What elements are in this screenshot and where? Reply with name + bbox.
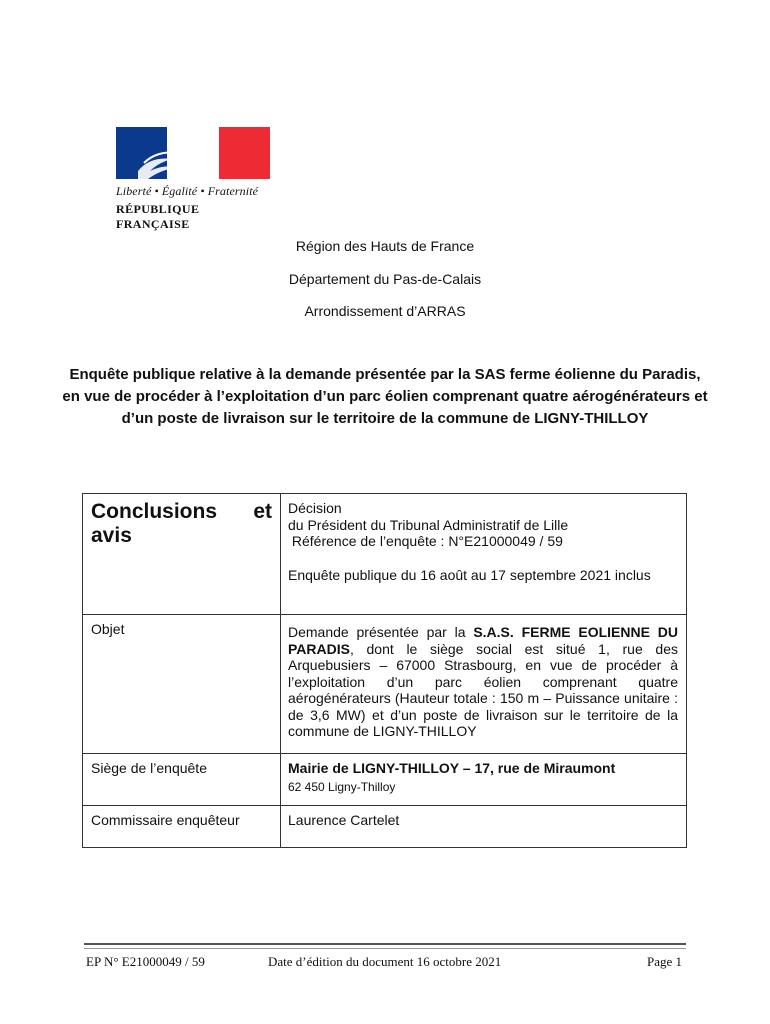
region-line: Région des Hauts de France (295, 238, 475, 254)
info-table (82, 493, 687, 848)
table-row (83, 494, 687, 615)
mairie-city: 62 450 Ligny-Thilloy (288, 779, 396, 794)
document-title: Enquête publique relative à la demande présentée par la SAS ferme éolienne du Paradis, en vue de procéder à l’exploitation d’un parc éolien comprenant quatre aérogénérateurs et d’un poste de livraison sur le territoire de la commune de LIGNY-THILLOY (62, 366, 708, 427)
conclusions-label-cell (83, 494, 281, 615)
objet-text-before: Demande présentée par la (288, 624, 474, 640)
footer-page-number: Page 1 (646, 954, 682, 969)
republique-francaise-logo (116, 127, 274, 232)
objet-text-after: , dont le siège social est situé 1, rue des Arquebusiers – 67000 Strasbourg, en vue de procéder à l’exploitation d’un parc éolien comprenant quatre aérogénérateurs (Hauteur totale : 150 m – Puissance unitaire : de 3,6 MW) et d’un poste de livraison sur le territoire de la commune de LIGNY-THILLOY (288, 640, 678, 739)
decision-heading: Décision (288, 500, 342, 516)
conclusions-word: Conclusions (91, 500, 218, 523)
footer-ep-number: EP N° E21000049 / 59 (86, 954, 205, 969)
reference-line: Référence de l’enquête : N°E21000049 / 59 (288, 533, 563, 549)
siege-label: Siège de l’enquête (83, 754, 281, 806)
footer-divider (84, 943, 686, 949)
commissaire-label: Commissaire enquêteur (83, 806, 281, 848)
marianne-profile-icon (136, 127, 236, 179)
siege-cell (281, 754, 687, 806)
decision-cell (281, 494, 687, 615)
departement-line: Département du Pas-de-Calais (288, 271, 482, 287)
company-name: S.A.S. FERME EOLIENNE DU PARADIS (288, 624, 678, 657)
footer-edition-date: Date d’édition du document 16 octobre 2021 (268, 954, 502, 969)
arrondissement-line: Arrondissement d’ARRAS (304, 303, 466, 319)
marianne-flag-emblem (116, 127, 270, 179)
table-row (83, 615, 687, 754)
president-line: du Président du Tribunal Administratif de Lille (288, 516, 569, 533)
objet-label: Objet (83, 615, 281, 754)
mairie-address: Mairie de LIGNY-THILLOY – 17, rue de Miraumont (288, 760, 616, 776)
table-row (83, 754, 687, 806)
motto: Liberté • Égalité • Fraternité (116, 184, 259, 198)
table-row (83, 806, 687, 848)
objet-text (281, 615, 687, 754)
enquete-dates: Enquête publique du 16 août au 17 septembre 2021 inclus (288, 566, 651, 583)
avis-word: avis (91, 524, 132, 547)
republique-francaise-label: RÉPUBLIQUE FRANÇAISE (116, 202, 200, 231)
et-word: et (253, 500, 272, 523)
commissaire-name: Laurence Cartelet (281, 806, 687, 848)
